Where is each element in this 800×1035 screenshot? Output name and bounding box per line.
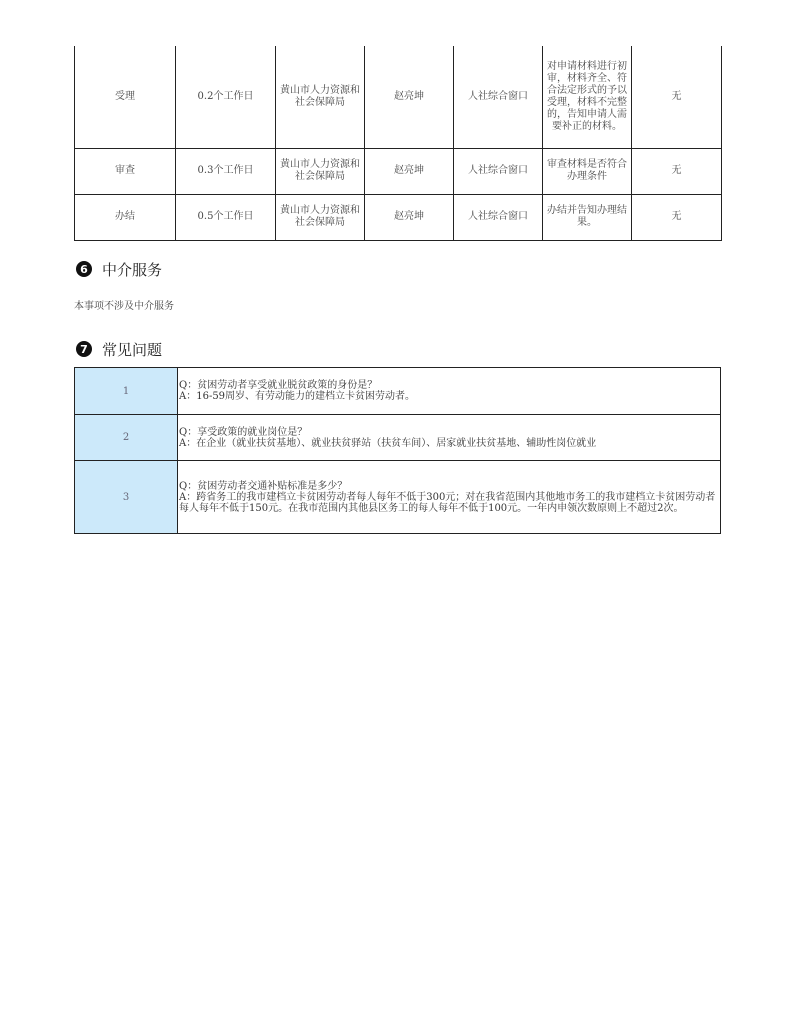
- dept-cell: 黄山市人力资源和社会保障局: [276, 148, 365, 194]
- time-cell: 0.3个工作日: [176, 148, 276, 194]
- faq-question: Q：贫困劳动者交通补贴标准是多少？: [179, 480, 348, 492]
- section-7-heading: [76, 339, 162, 359]
- step-cell: 审查: [75, 148, 176, 194]
- section-6-note: 本事项不涉及中介服务: [74, 301, 174, 312]
- person-cell: 赵亮坤: [365, 194, 454, 240]
- process-table: [74, 46, 722, 241]
- faq-content: [178, 415, 721, 461]
- result-cell: 无: [632, 148, 722, 194]
- section-title: 常见问题: [102, 340, 163, 359]
- faq-content: [178, 368, 721, 415]
- dept-cell: 黄山市人力资源和社会保障局: [276, 194, 365, 240]
- person-cell: 赵亮坤: [365, 46, 454, 148]
- faq-answer: A：在企业（就业扶贫基地）、就业扶贫驿站（扶贫车间）、居家就业扶贫基地、辅助性岗位就业: [179, 437, 597, 449]
- person-cell: 赵亮坤: [365, 148, 454, 194]
- faq-content: [178, 461, 721, 534]
- faq-answer: A：跨省务工的我市建档立卡贫困劳动者每人每年不低于300元；对在我省范围内其他地市务工的我市建档立卡贫困劳动者每人每年不低于150元。在我市范围内其他县区务工的每人每年不低于100元。一年内申领次数原则上不超过2次。: [179, 491, 716, 514]
- section-6-heading: [76, 259, 162, 279]
- faq-row: [75, 415, 721, 461]
- faq-question: Q：享受政策的就业岗位是？: [179, 426, 308, 438]
- dept-cell: 黄山市人力资源和社会保障局: [276, 46, 365, 148]
- time-cell: 0.5个工作日: [176, 194, 276, 240]
- standard-cell: 审查材料是否符合办理条件: [543, 148, 632, 194]
- number-badge: 7: [76, 341, 92, 357]
- result-cell: 无: [632, 194, 722, 240]
- table-row: [75, 46, 722, 148]
- location-cell: 人社综合窗口: [454, 194, 543, 240]
- step-cell: 受理: [75, 46, 176, 148]
- faq-index: 3: [75, 461, 178, 534]
- faq-index: 2: [75, 415, 178, 461]
- location-cell: 人社综合窗口: [454, 148, 543, 194]
- table-row: [75, 148, 722, 194]
- standard-cell: 办结并告知办理结果。: [543, 194, 632, 240]
- table-row: [75, 194, 722, 240]
- time-cell: 0.2个工作日: [176, 46, 276, 148]
- location-cell: 人社综合窗口: [454, 46, 543, 148]
- section-title: 中介服务: [102, 260, 163, 279]
- faq-table: [74, 367, 721, 534]
- step-cell: 办结: [75, 194, 176, 240]
- faq-question: Q：贫困劳动者享受就业脱贫政策的身份是？: [179, 380, 378, 391]
- number-badge: 6: [76, 261, 92, 277]
- faq-index: 1: [75, 368, 178, 415]
- standard-cell: 对申请材料进行初审，材料齐全、符合法定形式的予以受理，材料不完整的，告知申请人需要补正的材料。: [543, 46, 632, 148]
- faq-row: [75, 461, 721, 534]
- faq-row: [75, 368, 721, 415]
- result-cell: 无: [632, 46, 722, 148]
- faq-answer: A：16-59周岁、有劳动能力的建档立卡贫困劳动者。: [179, 391, 416, 402]
